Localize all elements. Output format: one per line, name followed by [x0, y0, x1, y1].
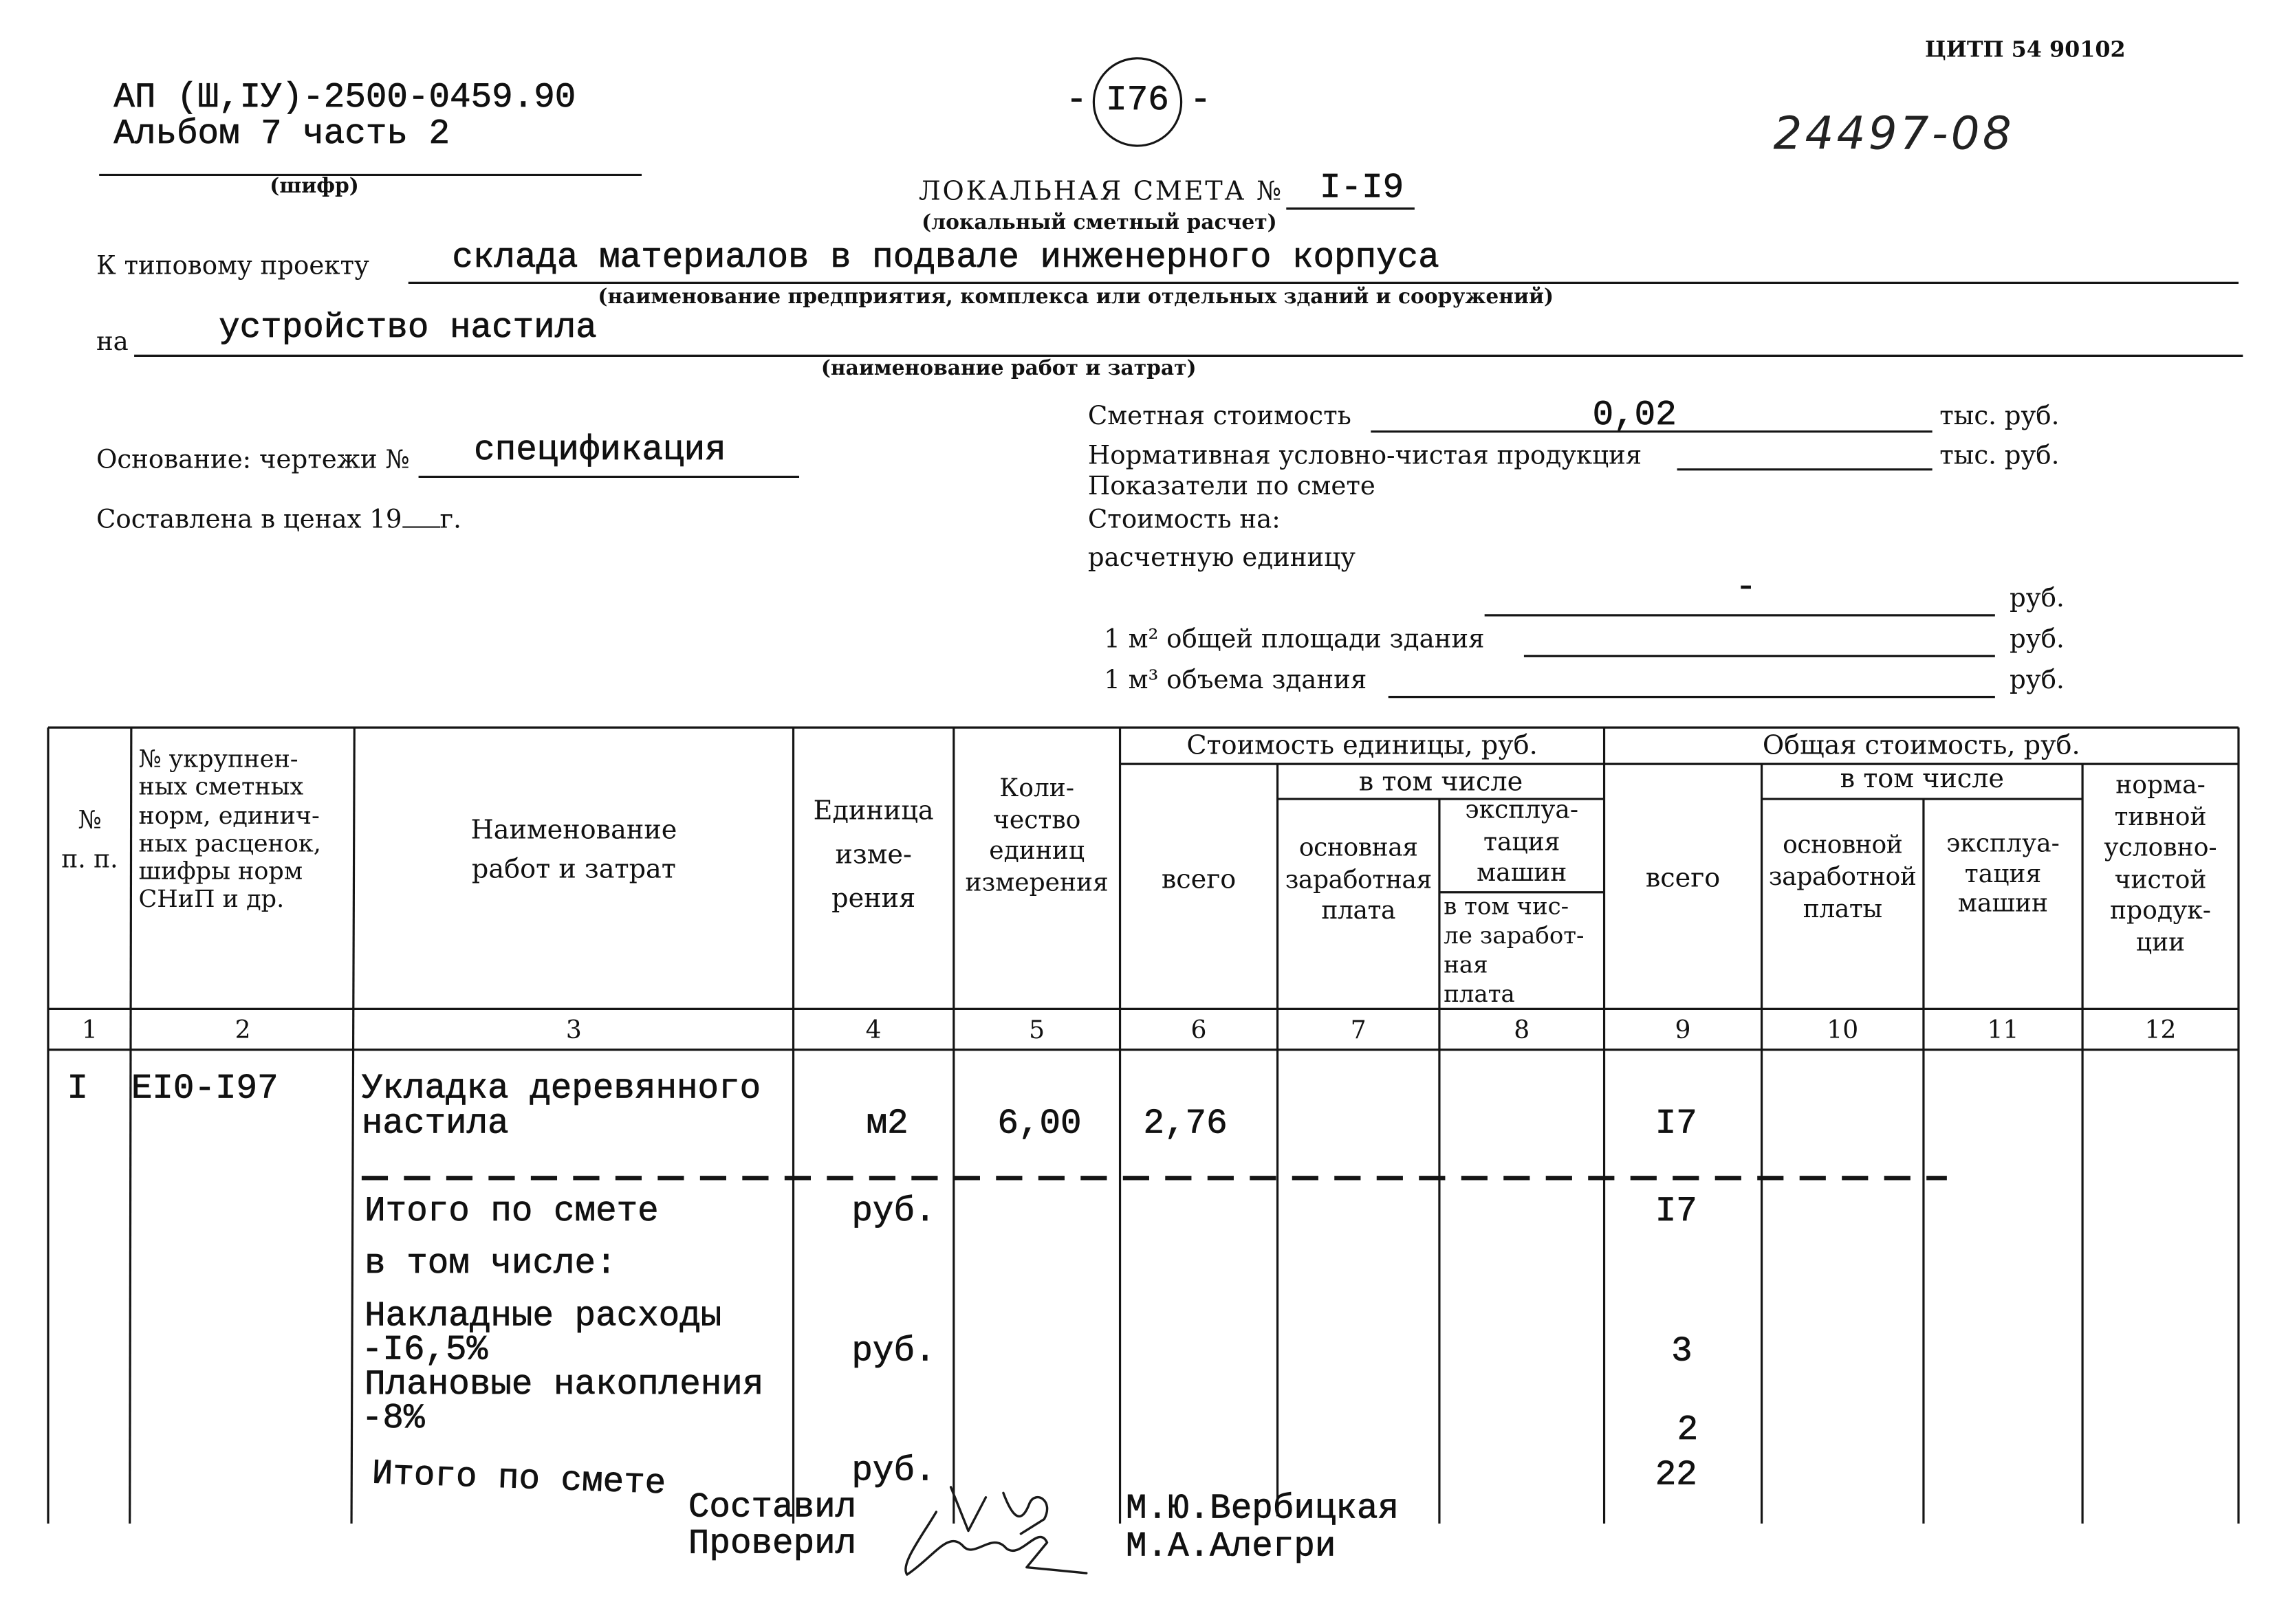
header-work-name: Наименование работ и затрат	[470, 815, 677, 886]
subtotal-unit: руб.	[851, 1192, 936, 1232]
header-unit-cost-wages: основная заработная плата	[1285, 833, 1432, 926]
grand-total-unit: руб.	[851, 1452, 936, 1492]
estimate-subtitle: (локальный сметный расчет)	[922, 211, 1277, 235]
net-product-label: Нормативная условно-чистая продукция	[1087, 441, 1642, 471]
estimated-cost-unit: тыс. руб.	[1939, 402, 2060, 432]
column-number: 9	[1675, 1016, 1691, 1046]
column-number: 2	[235, 1016, 251, 1046]
item-quantity: 6,00	[997, 1105, 1082, 1145]
project-value: склада материалов в подвале инженерного корпуса	[452, 239, 1439, 279]
column-number: 1	[81, 1016, 98, 1046]
price-base-prefix: Составлена в ценах 19	[96, 505, 402, 536]
per-m3-label: 1 м³ объема здания	[1104, 666, 1367, 696]
header-total-cost-total: всего	[1645, 863, 1721, 894]
cipher-caption: (шифр)	[270, 175, 359, 199]
checked-by-label: Проверил	[688, 1525, 857, 1565]
page-number: I76	[1106, 81, 1169, 122]
cipher-line-1: АП (Ш,IУ)-2500-0459.90	[113, 78, 576, 118]
overhead-value: 3	[1671, 1332, 1692, 1372]
estimate-title: ЛОКАЛЬНАЯ СМЕТА №	[918, 176, 1283, 208]
work-label: на	[96, 328, 129, 358]
overhead-unit: руб.	[851, 1332, 936, 1372]
registry-code: ЦИТП 54 90102	[1925, 36, 2126, 63]
header-row-number: № п. п.	[61, 806, 118, 875]
per-unit-value: -	[1735, 568, 1756, 608]
column-number: 11	[1987, 1016, 2019, 1046]
page-number-dash-right: -	[1190, 81, 1211, 122]
header-unit-cost-machines: эксплуа- тация машин	[1465, 795, 1579, 888]
grand-total-label: Итого по смете	[371, 1455, 667, 1505]
per-m2-label: 1 м² общей площади здания	[1104, 625, 1485, 655]
subtotal-label: Итого по смете	[364, 1192, 659, 1232]
header-unit-cost-including: в том числе	[1358, 767, 1523, 798]
project-caption: (наименование предприятия, комплекса или отдельных зданий и сооружений)	[598, 285, 1554, 309]
cost-on-label: Стоимость на:	[1087, 505, 1281, 536]
price-base	[96, 506, 461, 534]
work-value: устройство настила	[219, 309, 597, 349]
project-label: К типовому проекту	[96, 252, 369, 282]
per-m2-unit: руб.	[2010, 625, 2065, 655]
column-number: 7	[1350, 1016, 1367, 1046]
overhead-label-line-1: Накладные расходы	[364, 1297, 722, 1337]
signature-marks	[906, 1487, 1087, 1574]
page-number-dash-left: -	[1066, 81, 1087, 122]
overhead-label-line-2: -I6,5%	[361, 1331, 488, 1371]
indicators-label: Показатели по смете	[1087, 472, 1375, 502]
signature-compiled	[951, 1487, 1047, 1534]
item-number: I	[67, 1070, 89, 1110]
header-total-cost-including: в том числе	[1840, 764, 2005, 795]
header-total-cost-machines: эксплуа- тация машин	[1946, 829, 2060, 919]
column-number: 10	[1827, 1016, 1859, 1046]
header-unit-cost-machine-wages: в том чис- ле заработ- ная плата	[1444, 892, 1585, 1008]
item-unit-cost: 2,76	[1143, 1105, 1228, 1145]
header-group-total-cost: Общая стоимость, руб.	[1762, 730, 2080, 761]
header-total-cost-wages: основной заработной платы	[1768, 831, 1917, 925]
planned-savings-label-line-1: Плановые накопления	[364, 1365, 764, 1406]
item-name-line-1: Укладка деревянного	[361, 1070, 761, 1110]
header-group-unit-cost: Стоимость единицы, руб.	[1186, 730, 1538, 761]
checked-by-name: М.А.Алегри	[1126, 1528, 1336, 1568]
estimated-cost-value: 0,02	[1592, 396, 1677, 437]
including-label: в том числе:	[364, 1244, 617, 1285]
price-base-suffix: г.	[439, 505, 461, 536]
header-unit: Единица изме- рения	[813, 795, 934, 914]
header-norm-code: № укрупнен- ных сметных норм, единич- ных расценок, шифры норм СНиП и др.	[138, 745, 321, 914]
estimated-cost-label: Сметная стоимость	[1087, 402, 1351, 432]
item-code: EI0-I97	[131, 1070, 279, 1110]
per-unit-label: расчетную единицу	[1087, 543, 1356, 573]
item-unit: м2	[866, 1105, 908, 1145]
column-number: 8	[1514, 1016, 1530, 1046]
signature-checked	[906, 1512, 1087, 1574]
header-quantity: Коли- чество единиц измерения	[965, 773, 1109, 898]
net-product-unit: тыс. руб.	[1939, 441, 2060, 471]
planned-savings-value: 2	[1677, 1411, 1699, 1451]
compiled-by-name: М.Ю.Вербицкая	[1126, 1490, 1400, 1530]
estimate-number: I-I9	[1320, 168, 1404, 209]
handwritten-number: 24497-08	[1773, 107, 2014, 161]
header-net-product: норма- тивной условно- чистой продук- ции	[2104, 771, 2217, 958]
work-caption: (наименование работ и затрат)	[820, 357, 1197, 381]
basis-label: Основание: чертежи №	[96, 446, 410, 476]
basis-value: спецификация	[474, 431, 726, 471]
grand-total-value: 22	[1655, 1456, 1697, 1496]
item-name-line-2: настила	[361, 1105, 509, 1145]
header-unit-cost-total: всего	[1161, 864, 1237, 895]
column-number: 12	[2144, 1016, 2177, 1046]
subtotal-value: I7	[1655, 1192, 1697, 1232]
planned-savings-label-line-2: -8%	[361, 1399, 425, 1439]
price-year-blank	[402, 506, 440, 528]
column-number: 5	[1029, 1016, 1045, 1046]
column-number: 3	[565, 1016, 582, 1046]
per-m3-unit: руб.	[2010, 666, 2065, 696]
column-number: 4	[865, 1016, 882, 1046]
compiled-by-label: Составил	[688, 1489, 857, 1528]
column-number: 6	[1190, 1016, 1207, 1046]
cipher-line-2: Альбом 7 часть 2	[113, 115, 450, 155]
item-total-cost: I7	[1655, 1105, 1697, 1145]
per-unit-unit: руб.	[2010, 584, 2065, 614]
